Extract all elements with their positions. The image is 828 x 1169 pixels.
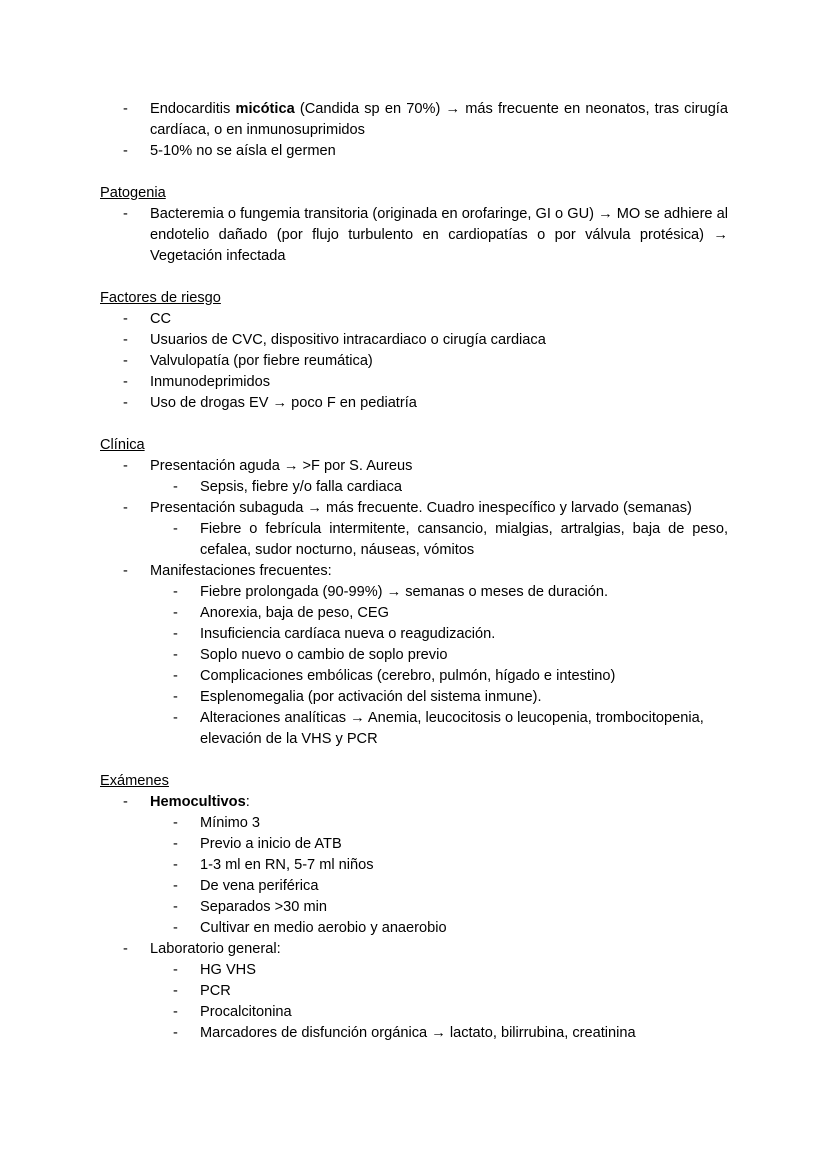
section-heading-examenes: Exámenes (100, 773, 169, 789)
list-item-text: Marcadores de disfunción orgánica → lactato, bilirrubina, creatinina (200, 1025, 636, 1041)
sub-list-item (100, 645, 728, 666)
bullet-dash: - (173, 962, 178, 978)
bullet-dash: - (123, 206, 128, 222)
bullet-dash: - (123, 353, 128, 369)
list-item-text: Sepsis, fiebre y/o falla cardiaca (200, 479, 402, 495)
bullet-dash: - (173, 920, 178, 936)
list-item (100, 498, 728, 519)
list-item-text: Alteraciones analíticas → Anemia, leucocitosis o leucopenia, trombocitopenia, elevación de la VHS y PCR (200, 710, 704, 747)
list-item (100, 456, 728, 477)
list-item-text: : (245, 794, 250, 810)
list-item-text: Cultivar en medio aerobio y anaerobio (200, 920, 447, 936)
bullet-dash: - (173, 836, 178, 852)
sub-list-item (100, 960, 728, 981)
sub-list-item (100, 603, 728, 624)
list-item (100, 204, 728, 267)
sub-list-item (100, 687, 728, 708)
list-item-text: Insuficiencia cardíaca nueva o reagudización. (200, 626, 496, 642)
intro-list (100, 99, 728, 162)
list-item-text: Presentación aguda → >F por S. Aureus (150, 458, 413, 474)
list-item-text: 5-10% no se aísla el germen (150, 143, 336, 159)
list-item-text: Inmunodeprimidos (150, 374, 271, 390)
bullet-dash: - (123, 941, 128, 957)
list-item-text: 1-3 ml en RN, 5-7 ml niños (200, 857, 374, 873)
list-item-text: CC (150, 311, 172, 327)
sub-list-item (100, 1002, 728, 1023)
factores-list (100, 309, 728, 414)
list-item-text: Complicaciones embólicas (cerebro, pulmón, hígado e intestino) (200, 668, 616, 684)
bullet-dash: - (173, 479, 178, 495)
list-item (100, 99, 728, 141)
sub-list-item (100, 582, 728, 603)
section-heading-patogenia: Patogenia (100, 185, 166, 201)
bullet-dash: - (123, 458, 128, 474)
sub-list-item (100, 666, 728, 687)
list-item-text: Fiebre prolongada (90-99%) → semanas o meses de duración. (200, 584, 609, 600)
bullet-dash: - (123, 332, 128, 348)
sub-list-item (100, 918, 728, 939)
sub-list-item (100, 897, 728, 918)
bullet-dash: - (123, 311, 128, 327)
list-item-text: (Candida sp en 70%) → más frecuente en neonatos, tras cirugía cardíaca, o en inmunosuprimidos (150, 101, 728, 138)
bullet-dash: - (123, 374, 128, 390)
bullet-dash: - (173, 857, 178, 873)
sub-list-item (100, 519, 728, 561)
bullet-dash: - (173, 521, 178, 537)
list-item-text: Anorexia, baja de peso, CEG (200, 605, 390, 621)
bullet-dash: - (173, 710, 178, 726)
bullet-dash: - (123, 143, 128, 159)
bullet-dash: - (173, 647, 178, 663)
list-item-text: Laboratorio general: (150, 941, 281, 957)
list-item (100, 351, 728, 372)
bullet-dash: - (173, 689, 178, 705)
examenes-list (100, 792, 728, 1044)
list-item-text: Fiebre o febrícula intermitente, cansancio, mialgias, artralgias, baja de peso, cefalea, sudor nocturno, náuseas, vómitos (200, 521, 728, 558)
list-item-text: PCR (200, 983, 231, 999)
list-item-text: Soplo nuevo o cambio de soplo previo (200, 647, 448, 663)
bold-term: micótica (235, 101, 295, 117)
list-item-text: De vena periférica (200, 878, 319, 894)
bullet-dash: - (173, 983, 178, 999)
list-item-text: Procalcitonina (200, 1004, 292, 1020)
bullet-dash: - (173, 626, 178, 642)
list-item-text: Usuarios de CVC, dispositivo intracardiaco o cirugía cardiaca (150, 332, 546, 348)
bold-term: Hemocultivos (150, 794, 246, 810)
bullet-dash: - (123, 563, 128, 579)
list-item-text: Presentación subaguda → más frecuente. Cuadro inespecífico y larvado (semanas) (150, 500, 692, 516)
list-item-text: HG VHS (200, 962, 256, 978)
list-item-text: Previo a inicio de ATB (200, 836, 342, 852)
bullet-dash: - (173, 605, 178, 621)
sub-list-item (100, 834, 728, 855)
section-heading-clinica: Clínica (100, 437, 145, 453)
list-item (100, 330, 728, 351)
bullet-dash: - (173, 815, 178, 831)
list-item-text: Bacteremia o fungemia transitoria (originada en orofaringe, GI o GU) → MO se adhiere al endotelio dañado (por flujo turbulento en cardiopatías o por válvula protésica) → Vegetación infectada (150, 206, 728, 264)
document-content (100, 99, 728, 1044)
list-item-text: Uso de drogas EV → poco F en pediatría (150, 395, 417, 411)
sub-list-item (100, 813, 728, 834)
bullet-dash: - (123, 794, 128, 810)
section-heading-factores: Factores de riesgo (100, 290, 221, 306)
bullet-dash: - (123, 500, 128, 516)
sub-list-item (100, 855, 728, 876)
list-item-text: Valvulopatía (por fiebre reumática) (150, 353, 373, 369)
bullet-dash: - (173, 668, 178, 684)
sub-list-item (100, 477, 728, 498)
sub-list-item (100, 1023, 728, 1044)
bullet-dash: - (173, 584, 178, 600)
bullet-dash: - (173, 899, 178, 915)
bullet-dash: - (173, 1004, 178, 1020)
list-item (100, 309, 728, 330)
sub-list-item (100, 876, 728, 897)
list-item (100, 939, 728, 960)
list-item-text: Separados >30 min (200, 899, 327, 915)
list-item-text: Endocarditis (150, 101, 236, 117)
bullet-dash: - (123, 101, 128, 117)
list-item (100, 372, 728, 393)
bullet-dash: - (173, 1025, 178, 1041)
sub-list-item (100, 981, 728, 1002)
list-item (100, 561, 728, 582)
list-item (100, 141, 728, 162)
sub-list-item (100, 708, 728, 750)
list-item-text: Esplenomegalia (por activación del sistema inmune). (200, 689, 542, 705)
bullet-dash: - (173, 878, 178, 894)
clinica-list (100, 456, 728, 750)
list-item (100, 792, 728, 813)
sub-list-item (100, 624, 728, 645)
list-item-text: Mínimo 3 (200, 815, 261, 831)
list-item-text: Manifestaciones frecuentes: (150, 563, 332, 579)
bullet-dash: - (123, 395, 128, 411)
patogenia-list (100, 204, 728, 267)
list-item (100, 393, 728, 414)
